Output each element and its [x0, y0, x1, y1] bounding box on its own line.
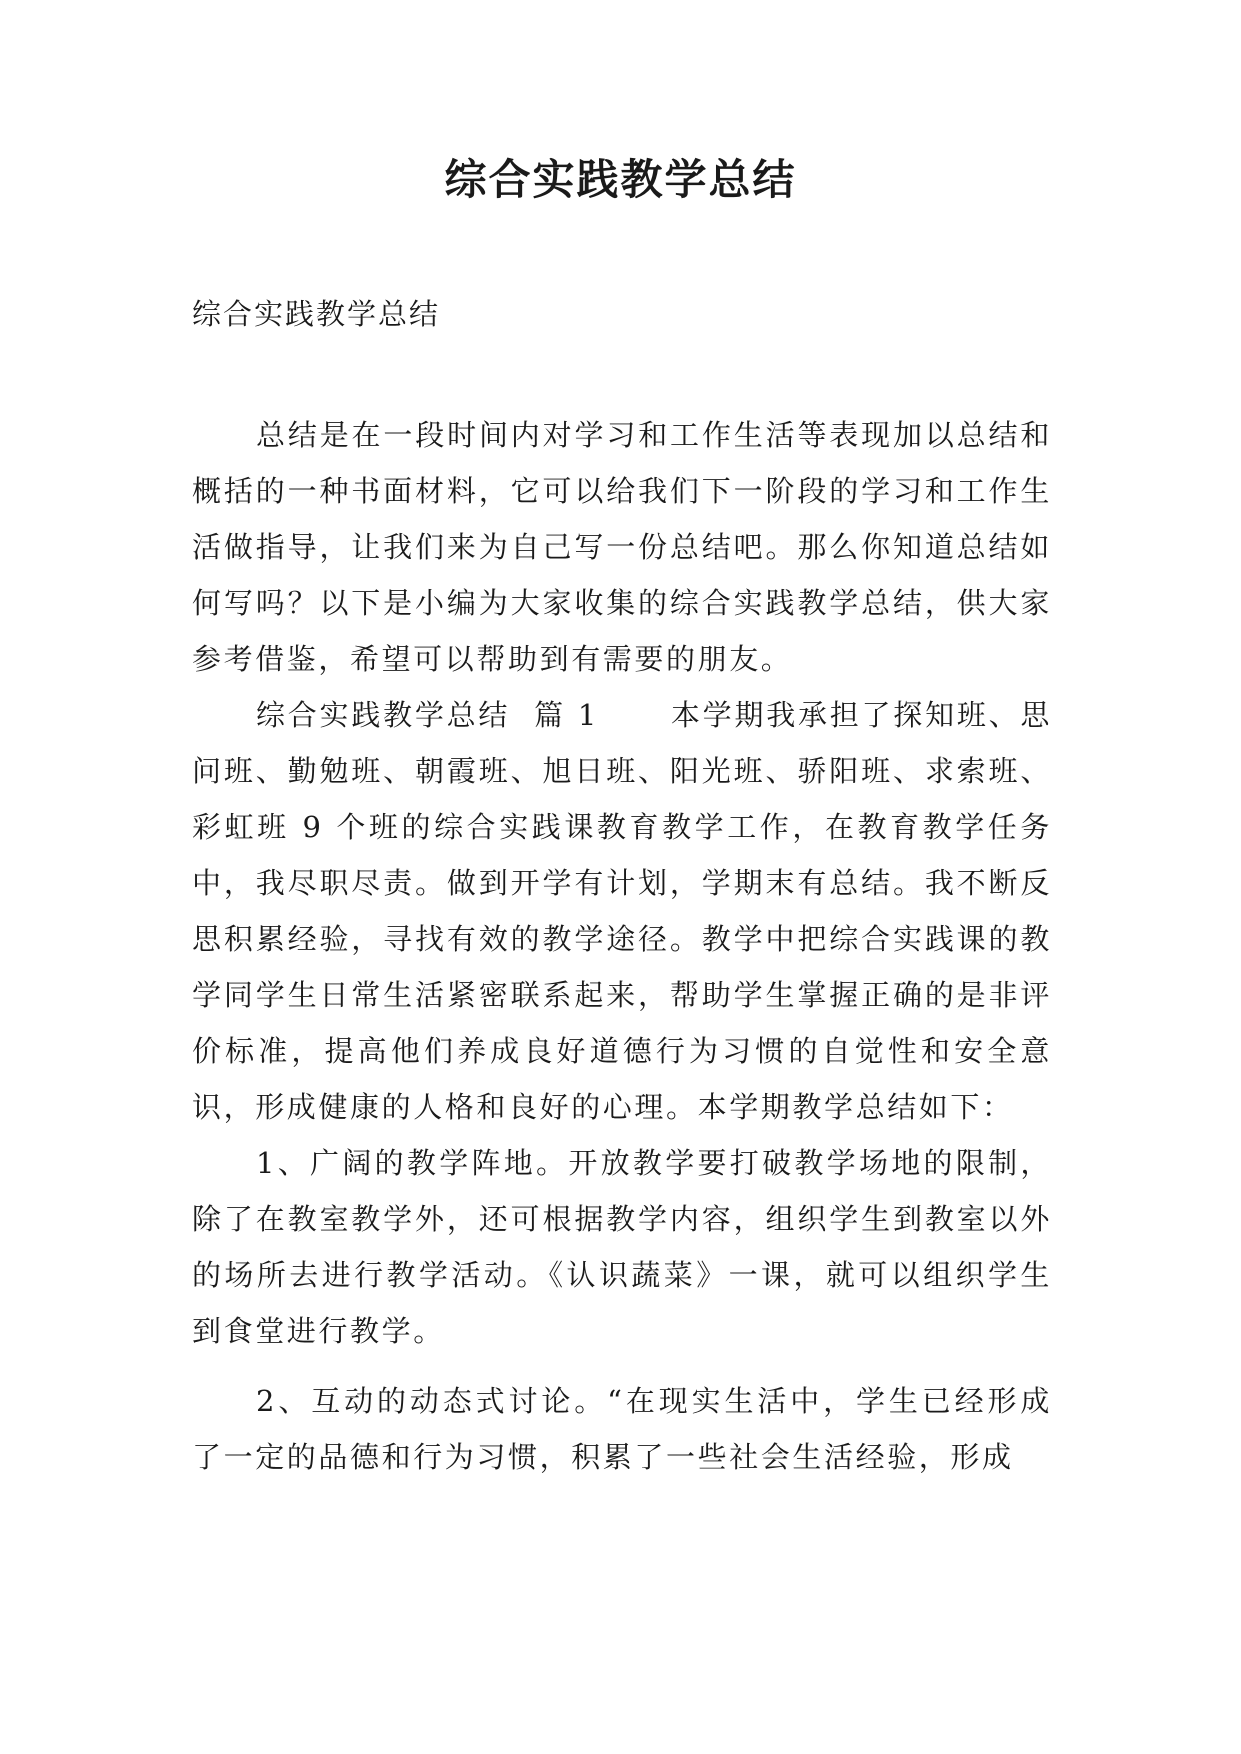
document-subtitle: 综合实践教学总结: [192, 297, 441, 331]
paragraph-part-1: 综合实践教学总结 篇 1 本学期我承担了探知班、思问班、勤勉班、朝霞班、旭日班、阳光班、骄阳班、求索班、彩虹班 9 个班的综合实践课教育教学工作，在教育教学任务中，我尽职尽责。做到开学有计划，学期末有总结。我不断反思积累经验，寻找有效的教学途径。教学中把综合实践课的教学同学生日常生活紧密联系起来，帮助学生掌握正确的是非评价标准，提高他们养成良好道德行为习惯的自觉性和安全意识，形成健康的人格和良好的心理。本学期教学总结如下：: [192, 698, 1052, 1124]
document-body: [192, 407, 1052, 1485]
paragraph-item-2: 2、互动的动态式讨论。“在现实生活中，学生已经形成了一定的品德和行为习惯，积累了一些社会生活经验，形成: [192, 1384, 1052, 1474]
paragraph-intro: 总结是在一段时间内对学习和工作生活等表现加以总结和概括的一种书面材料，它可以给我们下一阶段的学习和工作生活做指导，让我们来为自己写一份总结吧。那么你知道总结如何写吗？以下是小编为大家收集的综合实践教学总结，供大家参考借鉴，希望可以帮助到有需要的朋友。: [192, 418, 1052, 676]
paragraph-item-1: 1、广阔的教学阵地。开放教学要打破教学场地的限制，除了在教室教学外，还可根据教学内容，组织学生到教室以外的场所去进行教学活动。《认识蔬菜》一课，就可以组织学生到食堂进行教学。: [192, 1146, 1052, 1348]
document-title: 综合实践教学总结: [444, 155, 797, 204]
